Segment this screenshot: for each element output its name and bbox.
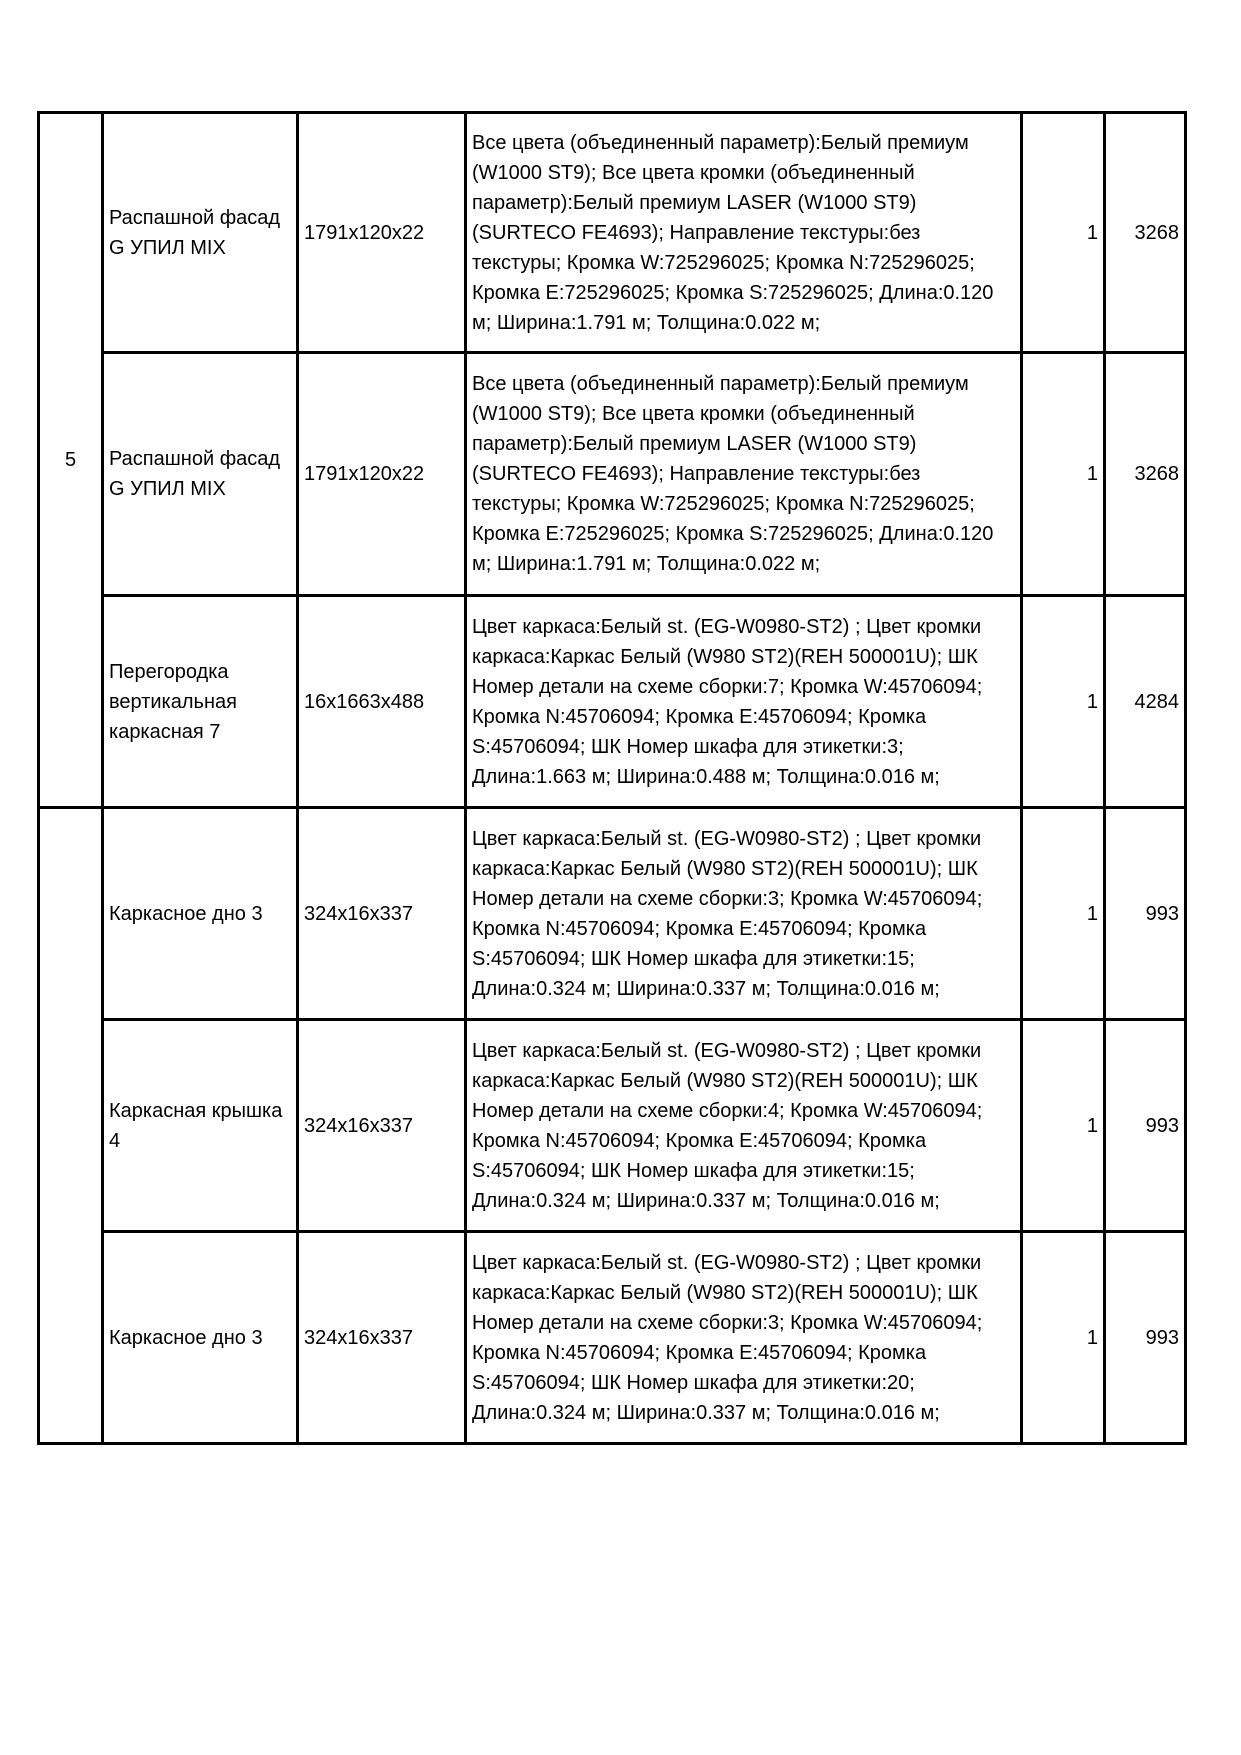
group-number-cell: 5 (39, 113, 103, 808)
quantity-cell: 1 (1022, 1020, 1105, 1232)
dimensions-cell: 1791x120x22 (298, 353, 466, 596)
price-cell: 3268 (1105, 353, 1186, 596)
description-cell: Все цвета (объединенный параметр):Белый премиум (W1000 ST9); Все цвета кромки (объединенный параметр):Белый премиум LASER (W1000 ST9) (SURTECO FE4693); Направление текстуры:без текстуры; Кромка W:725296025; Кромка N:725296025; Кромка E:725296025; Кромка S:725296025; Длина:0.120 м; Ширина:1.791 м; Толщина:0.022 м; (466, 353, 1022, 596)
dimensions-cell: 324x16x337 (298, 808, 466, 1020)
description-cell: Цвет каркаса:Белый st. (EG-W0980-ST2) ; Цвет кромки каркаса:Каркас Белый (W980 ST2)(REH 500001U); ШК Номер детали на схеме сборки:4; Кромка W:45706094; Кромка N:45706094; Кромка E:45706094; Кромка S:45706094; ШК Номер шкафа для этикетки:15; Длина:0.324 м; Ширина:0.337 м; Толщина:0.016 м; (466, 1020, 1022, 1232)
price-cell: 993 (1105, 808, 1186, 1020)
dimensions-cell: 324x16x337 (298, 1232, 466, 1444)
price-cell: 4284 (1105, 596, 1186, 808)
group-number-cell (39, 808, 103, 1444)
quantity-cell: 1 (1022, 1232, 1105, 1444)
quantity-cell: 1 (1022, 596, 1105, 808)
item-name-cell: Перегородка вертикальная каркасная 7 (103, 596, 298, 808)
item-name-cell: Каркасная крышка 4 (103, 1020, 298, 1232)
quantity-cell: 1 (1022, 113, 1105, 353)
table-row (39, 596, 1186, 808)
specification-table (37, 111, 1187, 1445)
table-row (39, 353, 1186, 596)
item-name-cell: Каркасное дно 3 (103, 1232, 298, 1444)
description-cell: Цвет каркаса:Белый st. (EG-W0980-ST2) ; Цвет кромки каркаса:Каркас Белый (W980 ST2)(REH 500001U); ШК Номер детали на схеме сборки:3; Кромка W:45706094; Кромка N:45706094; Кромка E:45706094; Кромка S:45706094; ШК Номер шкафа для этикетки:20; Длина:0.324 м; Ширина:0.337 м; Толщина:0.016 м; (466, 1232, 1022, 1444)
item-name-cell: Распашной фасад G УПИЛ MIX (103, 113, 298, 353)
price-cell: 3268 (1105, 113, 1186, 353)
description-cell: Все цвета (объединенный параметр):Белый премиум (W1000 ST9); Все цвета кромки (объединенный параметр):Белый премиум LASER (W1000 ST9) (SURTECO FE4693); Направление текстуры:без текстуры; Кромка W:725296025; Кромка N:725296025; Кромка E:725296025; Кромка S:725296025; Длина:0.120 м; Ширина:1.791 м; Толщина:0.022 м; (466, 113, 1022, 353)
table-row (39, 1020, 1186, 1232)
table-row (39, 113, 1186, 353)
quantity-cell: 1 (1022, 808, 1105, 1020)
description-cell: Цвет каркаса:Белый st. (EG-W0980-ST2) ; Цвет кромки каркаса:Каркас Белый (W980 ST2)(REH 500001U); ШК Номер детали на схеме сборки:7; Кромка W:45706094; Кромка N:45706094; Кромка E:45706094; Кромка S:45706094; ШК Номер шкафа для этикетки:3; Длина:1.663 м; Ширина:0.488 м; Толщина:0.016 м; (466, 596, 1022, 808)
quantity-cell: 1 (1022, 353, 1105, 596)
dimensions-cell: 1791x120x22 (298, 113, 466, 353)
item-name-cell: Распашной фасад G УПИЛ MIX (103, 353, 298, 596)
price-cell: 993 (1105, 1020, 1186, 1232)
table-row (39, 1232, 1186, 1444)
dimensions-cell: 16x1663x488 (298, 596, 466, 808)
table-row (39, 808, 1186, 1020)
item-name-cell: Каркасное дно 3 (103, 808, 298, 1020)
description-cell: Цвет каркаса:Белый st. (EG-W0980-ST2) ; Цвет кромки каркаса:Каркас Белый (W980 ST2)(REH 500001U); ШК Номер детали на схеме сборки:3; Кромка W:45706094; Кромка N:45706094; Кромка E:45706094; Кромка S:45706094; ШК Номер шкафа для этикетки:15; Длина:0.324 м; Ширина:0.337 м; Толщина:0.016 м; (466, 808, 1022, 1020)
price-cell: 993 (1105, 1232, 1186, 1444)
dimensions-cell: 324x16x337 (298, 1020, 466, 1232)
